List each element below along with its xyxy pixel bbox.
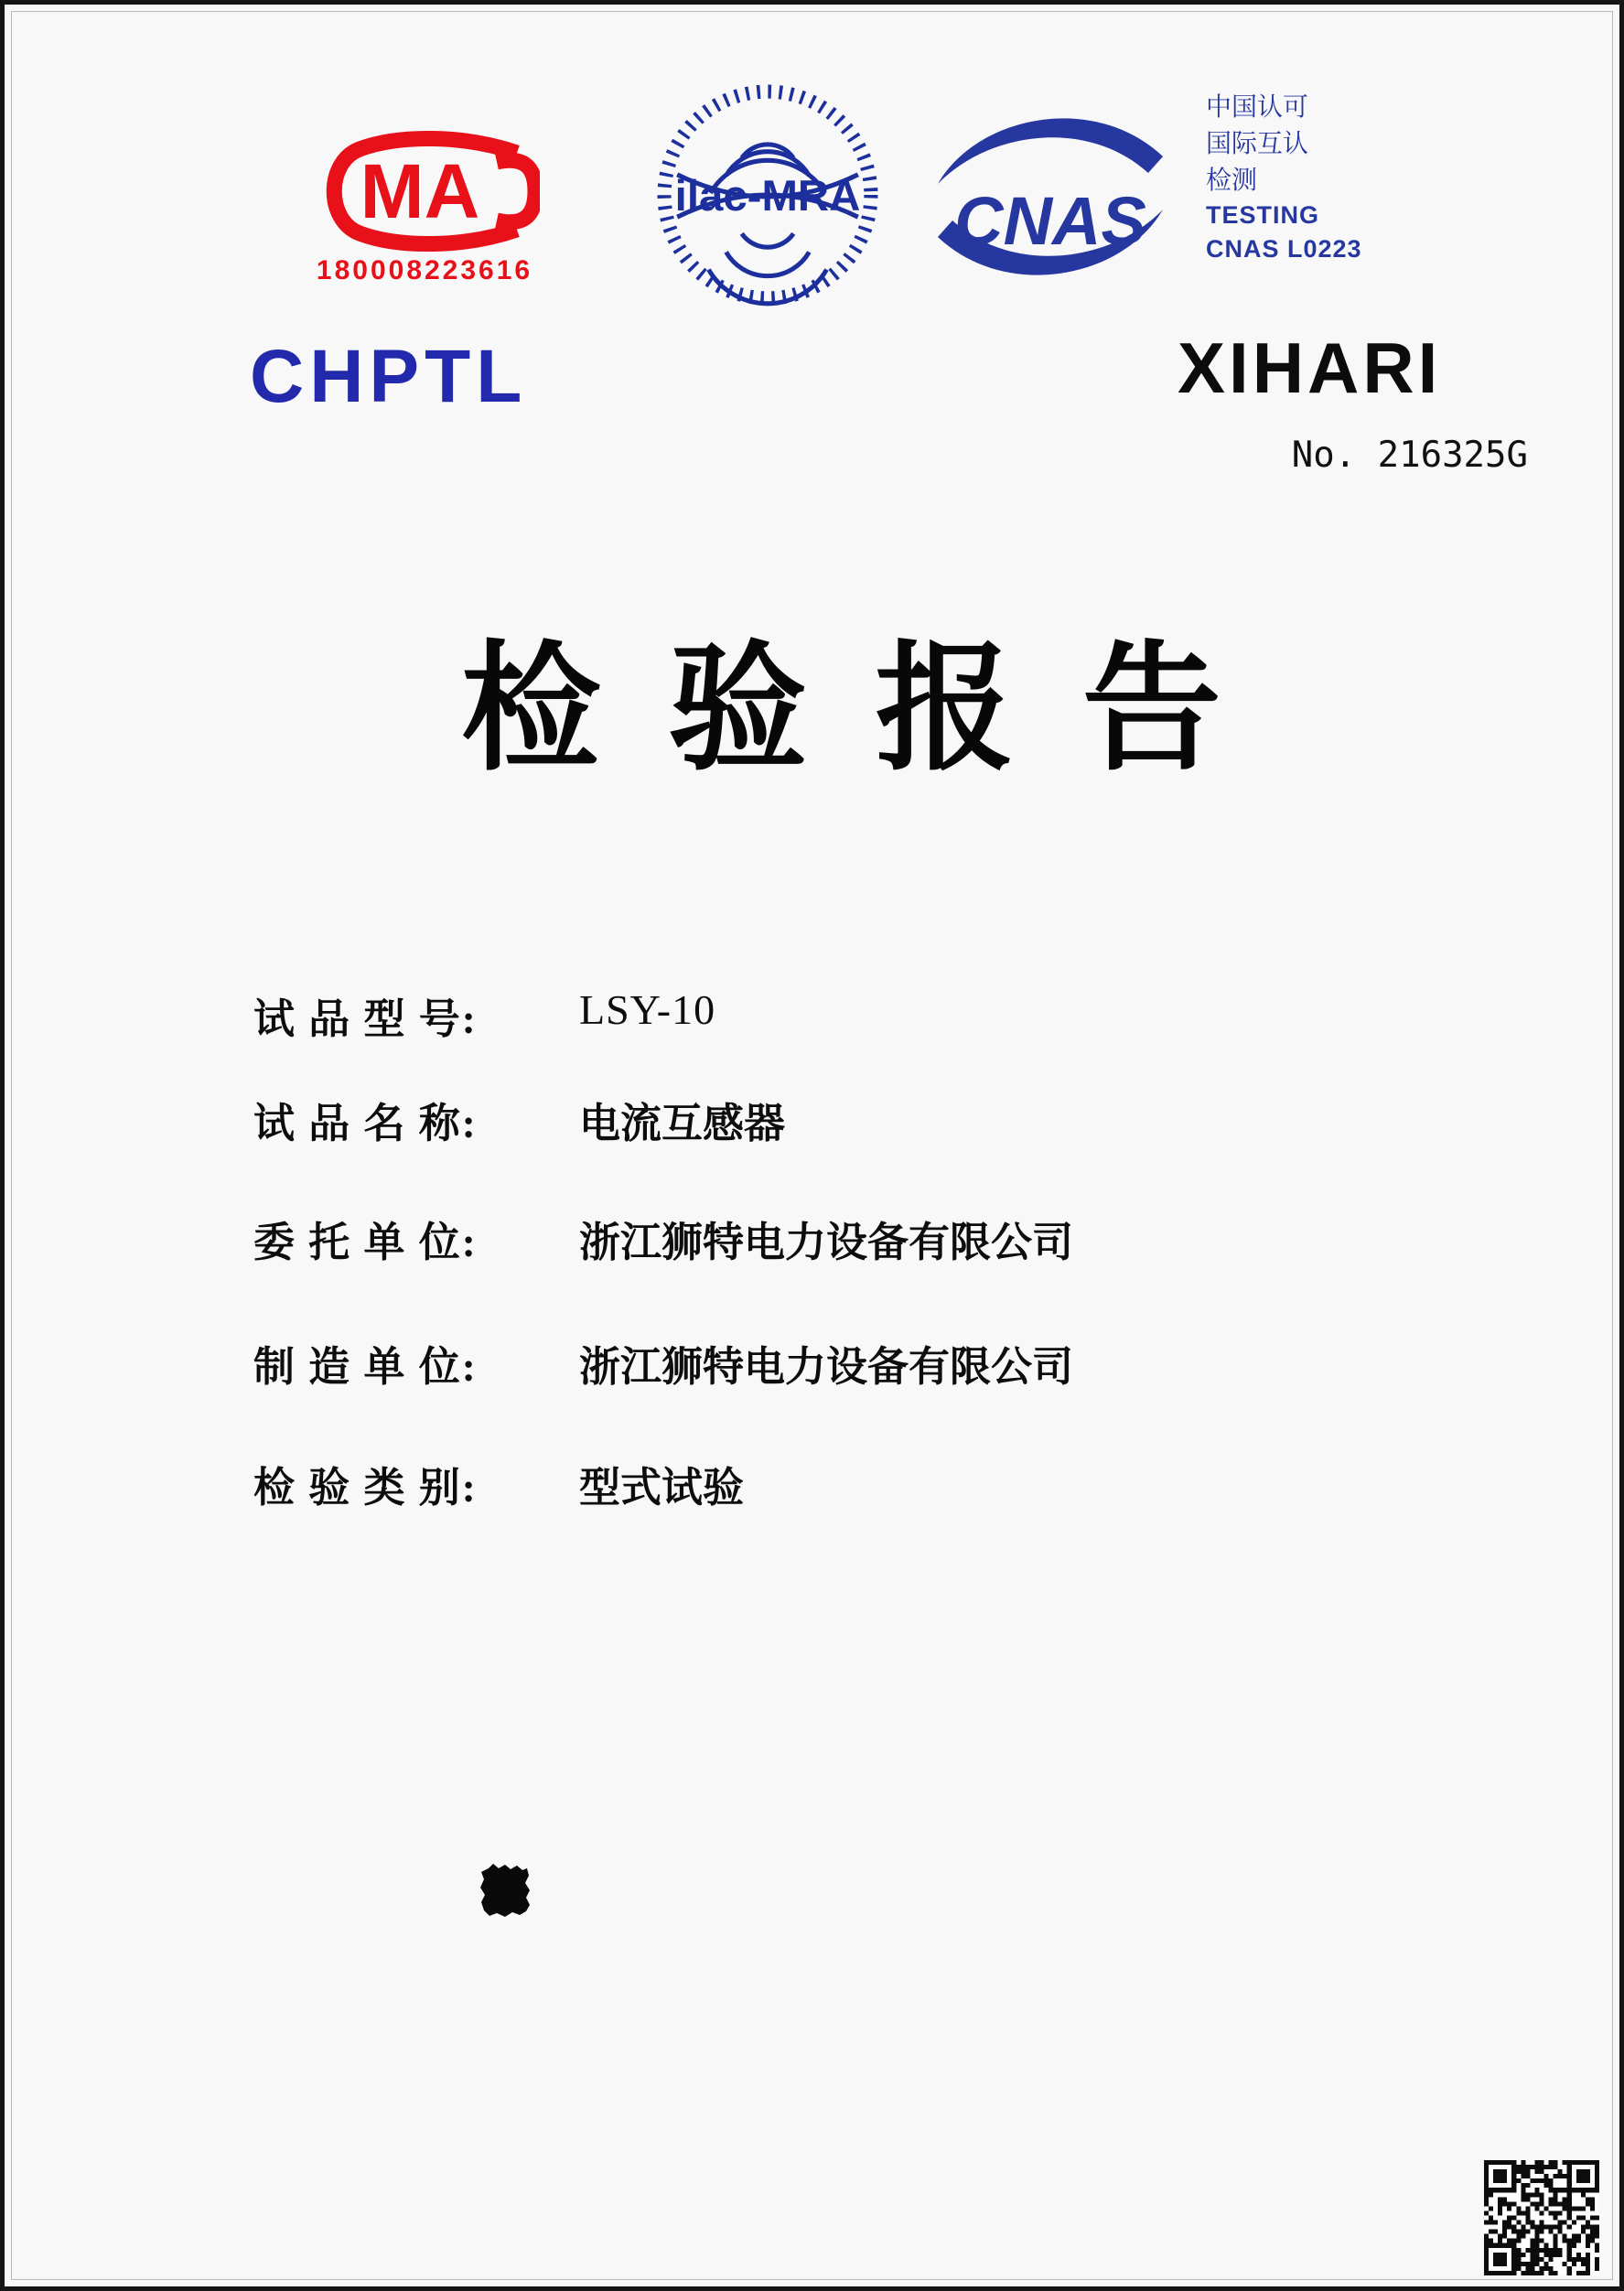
field-value: 型式试验 [579, 1465, 745, 1511]
report-number: No. 216325G [1291, 435, 1528, 476]
ilac-mra-letters: ilac-MRA [674, 172, 861, 221]
field-label: 试 品 型 号: [253, 996, 478, 1042]
cma-certificate-number: 180008223616 [316, 255, 533, 285]
ink-blot-icon [479, 1862, 532, 1920]
field-value: LSY-10 [579, 986, 716, 1033]
cnas-logo-icon [930, 98, 1170, 296]
field-label: 检 验 类 别: [253, 1465, 478, 1511]
accreditation-line: TESTING [1206, 201, 1320, 229]
cma-letters: MA [360, 148, 480, 234]
field-row [5, 1333, 1619, 1388]
xihari-wordmark: XIHARI [1178, 328, 1442, 408]
accreditation-line: 检测 [1206, 166, 1258, 194]
ilac-mra-seal-icon [655, 82, 880, 307]
field-row [5, 1090, 1619, 1145]
field-row [5, 1209, 1619, 1264]
field-label: 委 托 单 位: [253, 1220, 478, 1265]
accreditation-line: CNAS L0223 [1206, 235, 1362, 263]
accreditation-text [1206, 89, 1425, 266]
accreditation-line: 中国认可 [1206, 92, 1309, 121]
field-value: 浙江狮特电力设备有限公司 [579, 1344, 1074, 1390]
field-row [5, 1454, 1619, 1509]
field-label: 制 造 单 位: [253, 1344, 478, 1390]
cnas-letters: CNAS [954, 183, 1146, 259]
report-title: 检 验 报 告 [461, 631, 1236, 787]
chptl-wordmark: CHPTL [250, 335, 528, 418]
field-value: 浙江狮特电力设备有限公司 [579, 1220, 1074, 1265]
qr-code-icon [1484, 2160, 1599, 2275]
field-row [5, 985, 1619, 1040]
cma-mark-icon [309, 127, 540, 255]
field-label: 试 品 名 称: [253, 1101, 478, 1146]
accreditation-line: 国际互认 [1206, 129, 1309, 157]
field-value: 电流互感器 [579, 1101, 786, 1146]
